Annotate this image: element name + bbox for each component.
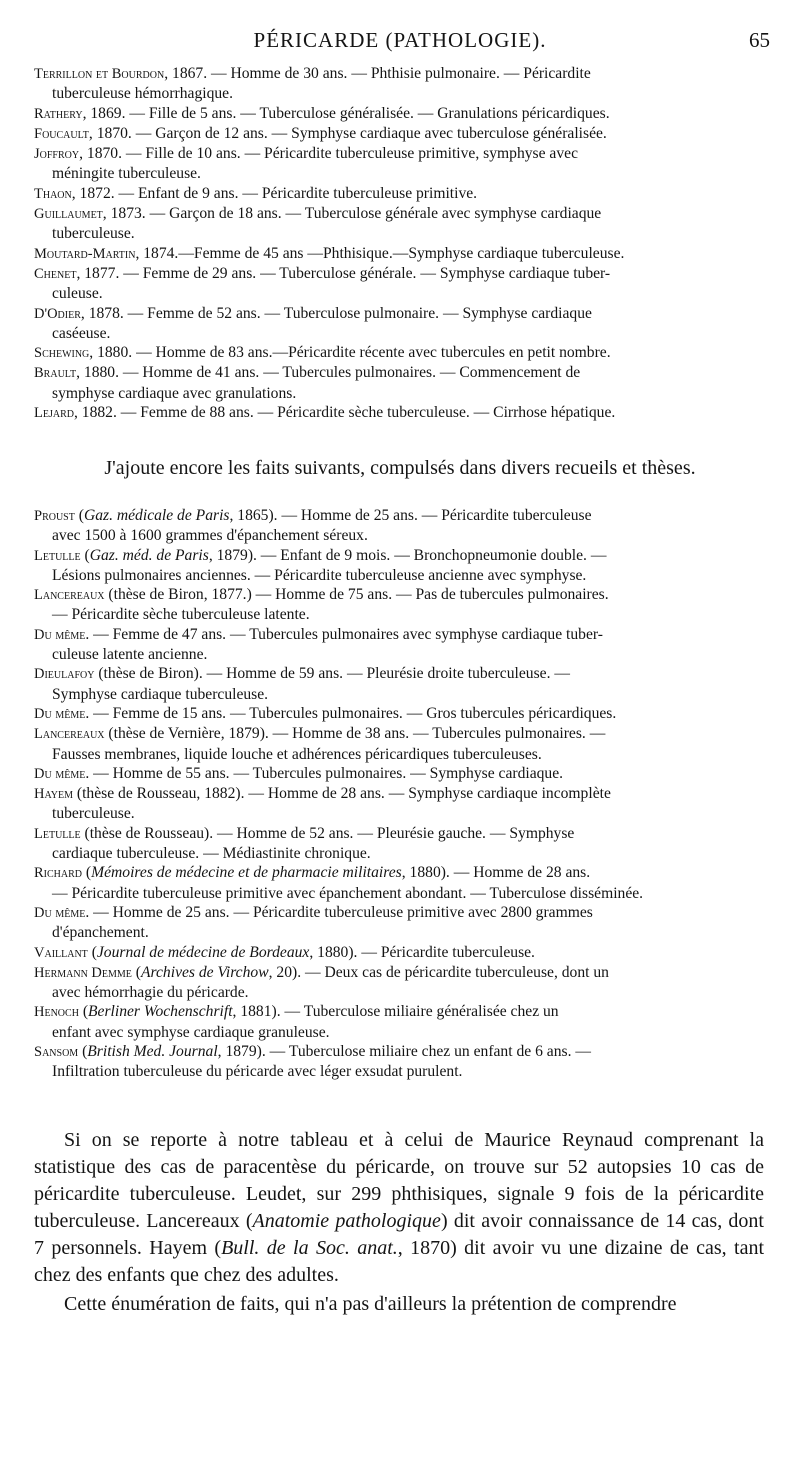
- page-number: 65: [749, 28, 770, 52]
- case-continuation: tuberculeuse.: [52, 225, 135, 243]
- page-header: [30, 28, 770, 58]
- case-text: , 1881). — Tuberculose miliaire généralisée chez un: [232, 1003, 559, 1021]
- case-text: , 1880. — Homme de 41 ans. — Tubercules pulmonaires. — Commencement de: [76, 364, 581, 382]
- case-text: , 1878. — Femme de 52 ans. — Tuberculose pulmonaire. — Symphyse cardiaque: [80, 304, 592, 322]
- case-text: (thèse de Rousseau, 1882). — Homme de 28 ans. — Symphyse cardiaque incomplète: [73, 785, 611, 803]
- case-continuation: culeuse latente ancienne.: [52, 646, 208, 664]
- case-author: Lancereaux: [34, 726, 105, 743]
- case-paren: (: [80, 546, 90, 564]
- case-continuation: Lésions pulmonaires anciennes. — Péricardite tuberculeuse ancienne avec symphyse.: [52, 566, 587, 584]
- case-text: , 1865). — Homme de 25 ans. — Péricardite tuberculeuse: [229, 507, 592, 524]
- case-source: Berliner Wochenschrift: [88, 1003, 233, 1021]
- case-entry: [34, 585, 758, 625]
- case-entry: [34, 244, 758, 264]
- case-entry: [34, 943, 758, 963]
- case-entry: [34, 184, 758, 204]
- case-author: Schewing: [34, 345, 90, 362]
- case-text: , 1873. — Garçon de 18 ans. — Tuberculose générale avec symphyse cardiaque: [102, 205, 602, 223]
- case-entry: [34, 1002, 758, 1042]
- case-text: , 1880. — Homme de 83 ans.—Péricardite récente avec tubercules en petit nombre.: [89, 344, 611, 362]
- case-author: Rathery: [34, 105, 83, 122]
- case-text: (thèse de Biron, 1877.) — Homme de 75 ans. — Pas de tubercules pulmonaires.: [104, 586, 609, 604]
- case-author: Du même: [34, 765, 86, 782]
- case-text: , 1869. — Fille de 5 ans. — Tuberculose généralisée. — Granulations péricardiques.: [82, 104, 610, 122]
- case-author: Letulle: [34, 825, 81, 842]
- case-entry: [34, 863, 758, 903]
- case-text: , 1867. — Homme de 30 ans. — Phthisie pulmonaire. — Péricardite: [164, 65, 591, 82]
- case-author: Proust: [34, 508, 75, 524]
- paragraph-1-italic-1: Anatomie pathologique: [252, 1210, 441, 1232]
- case-author: Richard: [34, 865, 83, 882]
- case-author: Henoch: [34, 1004, 79, 1021]
- case-author: Du même: [34, 626, 86, 643]
- case-text: . — Homme de 55 ans. — Tubercules pulmonaires. — Symphyse cardiaque.: [85, 764, 564, 782]
- case-text: , 1879). — Tuberculose miliaire chez un enfant de 6 ans. —: [217, 1043, 591, 1061]
- case-text: , 1870. — Fille de 10 ans. — Péricardite tuberculeuse primitive, symphyse avec: [79, 145, 578, 163]
- case-paren: (: [131, 963, 141, 981]
- case-entry: [34, 824, 758, 864]
- case-continuation: symphyse cardiaque avec granulations.: [52, 384, 297, 402]
- case-entry: [34, 963, 758, 1003]
- case-entry: [34, 546, 758, 586]
- paragraph-1-part-1: Si on se reporte à notre tableau et à celui de Maurice Reynaud comprenant la statistique des cas de paracentèse du péricarde, on trouve sur 52 autopsies 10 cas de péricardite tuberculeuse. Leudet, sur 299 phthisiques, signale 9 fois de la péricardite tuberculeuse. Lancereaux (: [34, 1129, 764, 1232]
- running-title: PÉRICARDE (PATHOLOGIE).: [253, 28, 547, 52]
- case-author: Foucault: [34, 125, 89, 142]
- case-source: British Med. Journal: [87, 1043, 218, 1061]
- case-author: Hayem: [34, 786, 73, 803]
- case-author: Dieulafoy: [34, 666, 95, 683]
- case-continuation: cardiaque tuberculeuse. — Médiastinite chronique.: [52, 845, 371, 863]
- case-entry: [34, 903, 758, 943]
- case-author: Hermann Demme: [34, 964, 132, 981]
- case-author: Lejard: [34, 405, 74, 422]
- case-continuation: avec 1500 à 1600 grammes d'épanchement séreux.: [52, 527, 368, 545]
- case-author: Brault: [34, 365, 77, 382]
- case-entry: [34, 403, 758, 423]
- case-source: Mémoires de médecine et de pharmacie militaires: [91, 864, 402, 882]
- case-continuation: méningite tuberculeuse.: [52, 165, 201, 183]
- case-continuation: — Péricardite sèche tuberculeuse latente.: [52, 606, 310, 624]
- case-entry: [34, 1042, 758, 1082]
- case-source: Journal de médecine de Bordeaux: [96, 943, 310, 961]
- case-paren: (: [78, 1003, 89, 1021]
- case-continuation: tuberculeuse hémorrhagique.: [52, 85, 233, 103]
- case-entry: [34, 124, 758, 144]
- case-continuation: Fausses membranes, liquide louche et adhérences péricardiques tuberculeuses.: [52, 745, 542, 763]
- case-paren: (: [87, 943, 97, 961]
- case-source: Gaz. médicale de Paris: [83, 507, 230, 524]
- case-paren: (: [82, 864, 92, 882]
- case-entry: [34, 664, 758, 704]
- case-text: , 1870. — Garçon de 12 ans. — Symphyse cardiaque avec tuberculose généralisée.: [88, 124, 607, 142]
- case-entry: [34, 144, 758, 184]
- case-text: (thèse de Rousseau). — Homme de 52 ans. — Pleurésie gauche. — Symphyse: [80, 824, 575, 842]
- case-entry: [34, 104, 758, 124]
- case-author: Terrillon et Bourdon: [34, 66, 165, 82]
- case-entry: [34, 506, 758, 546]
- body-text: [34, 1127, 764, 1318]
- case-continuation: Infiltration tuberculeuse du péricarde avec léger exsudat purulent.: [52, 1063, 463, 1081]
- case-text: , 1877. — Femme de 29 ans. — Tuberculose générale. — Symphyse cardiaque tuber-: [76, 264, 611, 282]
- case-entry: [34, 724, 758, 764]
- intro-sentence: J'ajoute encore les faits suivants, compulsés dans divers recueils et thèses.: [104, 457, 696, 479]
- case-author: Moutard-Martin: [34, 245, 136, 262]
- case-entry: [34, 764, 758, 784]
- case-entry: [34, 363, 758, 403]
- case-source: Gaz. méd. de Paris: [89, 546, 209, 564]
- case-author: Vaillant: [34, 944, 88, 961]
- paragraph-1: [34, 1127, 764, 1289]
- case-entry: [34, 204, 758, 244]
- case-text: , 1882. — Femme de 88 ans. — Péricardite sèche tuberculeuse. — Cirrhose hépatique.: [73, 404, 616, 422]
- case-text: , 1880). — Homme de 28 ans.: [401, 864, 591, 882]
- case-author: Thaon: [34, 185, 72, 202]
- case-continuation: enfant avec symphyse cardiaque granuleuse.: [52, 1023, 330, 1041]
- case-author: Du même: [34, 705, 86, 722]
- paragraph-1-italic-2: Bull. de la Soc. anat.: [221, 1237, 398, 1259]
- case-text: , 1879). — Enfant de 9 mois. — Bronchopneumonie double. —: [208, 546, 607, 564]
- paragraph-2: Cette énumération de faits, qui n'a pas d'ailleurs la prétention de comprendre: [64, 1293, 677, 1315]
- case-list-first: [34, 64, 758, 423]
- case-text: , 20). — Deux cas de péricardite tuberculeuse, dont un: [268, 963, 609, 981]
- case-continuation: — Péricardite tuberculeuse primitive avec épanchement abondant. — Tuberculose disséminée.: [52, 884, 644, 902]
- case-continuation: d'épanchement.: [52, 924, 149, 942]
- case-author: Joffroy: [34, 146, 80, 163]
- case-continuation: tuberculeuse.: [52, 805, 135, 823]
- case-text: (thèse de Vernière, 1879). — Homme de 38 ans. — Tubercules pulmonaires. —: [104, 725, 606, 743]
- case-entry: [34, 784, 758, 824]
- case-list-second: [34, 506, 758, 1082]
- case-text: . — Homme de 25 ans. — Péricardite tuberculeuse primitive avec 2800 grammes: [85, 903, 593, 921]
- case-paren: (: [74, 507, 84, 524]
- case-text: , 1872. — Enfant de 9 ans. — Péricardite tuberculeuse primitive.: [71, 184, 478, 202]
- case-text: . — Femme de 47 ans. — Tubercules pulmonaires avec symphyse cardiaque tuber-: [85, 625, 603, 643]
- case-continuation: culeuse.: [52, 285, 103, 303]
- case-entry: [34, 343, 758, 363]
- case-text: , 1880). — Péricardite tuberculeuse.: [309, 943, 535, 961]
- case-paren: (: [78, 1043, 88, 1061]
- case-entry: [34, 264, 758, 304]
- case-continuation: avec hémorrhagie du péricarde.: [52, 984, 249, 1002]
- case-author: Guillaumet: [34, 206, 103, 223]
- case-source: Archives de Virchow: [141, 963, 269, 981]
- case-author: Lancereaux: [34, 587, 105, 604]
- case-continuation: Symphyse cardiaque tuberculeuse.: [52, 685, 269, 703]
- case-text: . — Femme de 15 ans. — Tubercules pulmonaires. — Gros tubercules péricardiques.: [85, 704, 617, 722]
- paragraph-1-part-2: ) dit avoir connaissance de 14 cas, dont 7 personnels. Hayem (: [34, 1210, 764, 1259]
- case-entry: [34, 625, 758, 665]
- case-entry: [34, 64, 758, 104]
- case-entry: [34, 704, 758, 724]
- case-author: Chenet: [34, 265, 77, 282]
- case-text: , 1874.—Femme de 45 ans —Phthisique.—Symphyse cardiaque tuberculeuse.: [135, 244, 625, 262]
- case-author: Du même: [34, 904, 86, 921]
- case-author: Letulle: [34, 547, 81, 564]
- case-text: (thèse de Biron). — Homme de 59 ans. — Pleurésie droite tuberculeuse. —: [94, 665, 570, 683]
- case-continuation: caséeuse.: [52, 324, 111, 342]
- case-entry: [34, 304, 758, 344]
- paragraph-1-part-3: , 1870) dit avoir vu une dizaine de cas, tant chez des enfants que chez des adultes.: [34, 1237, 764, 1286]
- case-author: D'Odier: [34, 305, 81, 322]
- case-author: Sansom: [34, 1044, 79, 1061]
